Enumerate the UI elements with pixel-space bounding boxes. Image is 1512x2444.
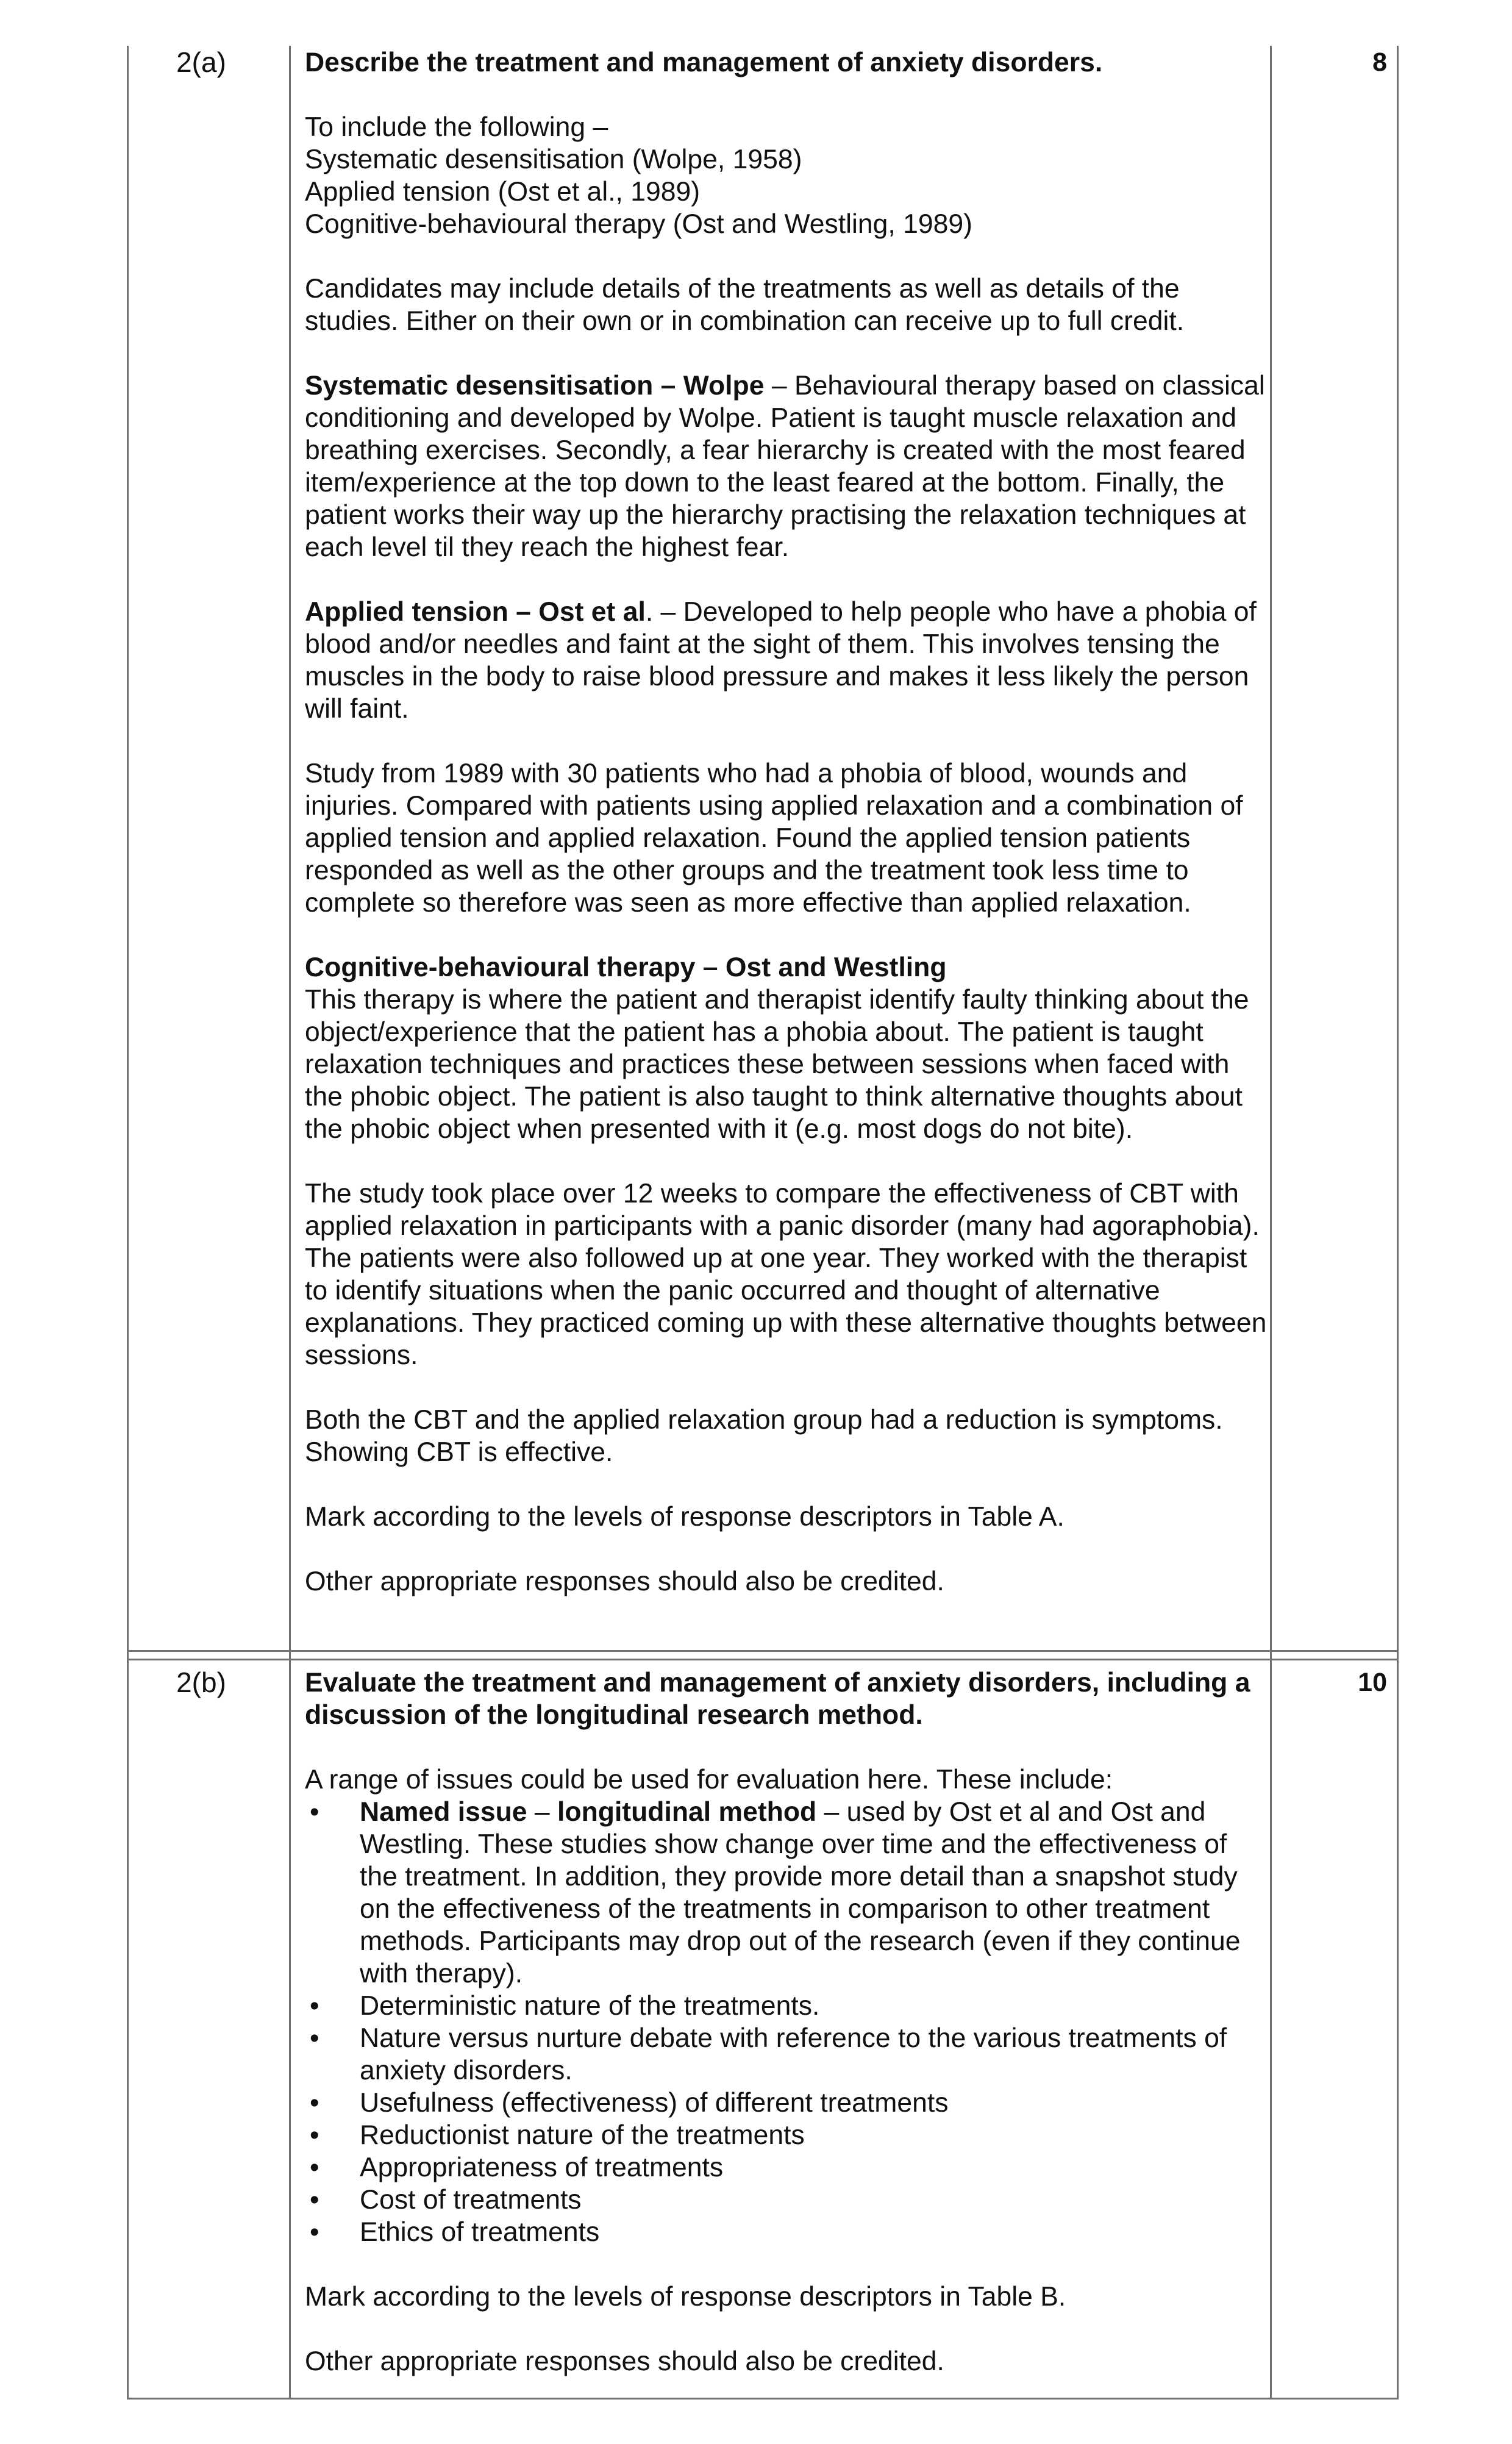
table-column-divider-2 [1270,46,1272,2399]
question-heading-2b: Evaluate the treatment and management of anxiety disorders, including a discussion of the longitudinal research method. [305,1668,1250,1730]
table-column-divider-1 [289,46,291,2399]
include-item: Applied tension (Ost et al., 1989) [305,177,701,207]
answer-content-2a [305,46,1268,1598]
systematic-desensitisation-paragraph: Systematic desensitisation – Wolpe – Behavioural therapy based on classical conditioning and developed by Wolpe. Patient is taught muscle relaxation and breathing exercises. Secondly, a fear hierarchy is created with the most feared item/experience at the top down to the least feared at the bottom. Finally, the patient works their way up the hierarchy practising the relaxation techniques at each level til they reach the highest fear. [305,371,1265,562]
mark-note-2a: Mark according to the levels of response descriptors in Table A. [305,1502,1064,1532]
other-note-2b: Other appropriate responses should also be credited. [305,2346,944,2376]
include-item: Systematic desensitisation (Wolpe, 1958) [305,145,802,174]
sd-label: Systematic desensitisation – Wolpe [305,371,765,401]
bullet-icon: • [310,2217,319,2247]
bullet-icon: • [310,2185,319,2215]
include-intro: To include the following – [305,112,608,142]
evaluation-issue-list [305,1796,1268,2248]
at-label: Applied tension – Ost et al [305,597,646,627]
evaluation-intro: A range of issues could be used for evaluation here. These include: [305,1765,1113,1795]
bullet-icon: • [310,2120,319,2150]
list-item: • Named issue – longitudinal method – used by Ost et al and Ost and Westling. These studies show change over time and the effectiveness of the treatment. In addition, they provide more detail than a snapshot study on the effectiveness of the treatments in comparison to other treatment methods. Participants may drop out of the research (even if they continue with therapy). [310,1797,1241,1988]
bullet-icon: • [310,1991,319,2021]
candidates-note: Candidates may include details of the treatments as well as details of the studies. Either on their own or in combination can receive up to full credit. [305,274,1185,336]
bullet-icon: • [310,1797,319,1827]
list-item: • Reductionist nature of the treatments [310,2120,805,2150]
cbt-heading: Cognitive-behavioural therapy – Ost and Westling [305,952,947,982]
applied-tension-paragraph: Applied tension – Ost et al. – Developed to help people who have a phobia of blood and/or needles and faint at the sight of them. This involves tensing the muscles in the body to raise blood pressure and makes it less likely the person will faint. [305,597,1257,724]
question-heading-2a: Describe the treatment and management of anxiety disorders. [305,48,1103,77]
row-separator-bottom [127,1659,1399,1660]
cbt-study-paragraph: The study took place over 12 weeks to compare the effectiveness of CBT with applied relaxation in participants with a panic disorder (many had agoraphobia). The patients were also followed up at one year. They worked with the therapist to identify situations when the panic occurred and thought of alternative explanations. They practiced coming up with these alternative thoughts between sessions. [305,1179,1267,1370]
table-bottom-border [127,2398,1399,2399]
answer-content-2b [305,1667,1268,2378]
table-left-border [127,46,129,2399]
other-note-2a: Other appropriate responses should also be credited. [305,1567,944,1596]
include-item: Cognitive-behavioural therapy (Ost and Westling, 1989) [305,209,972,239]
marks-2a: 8 [1372,48,1387,77]
table-right-border [1397,46,1399,2399]
cbt-paragraph: This therapy is where the patient and therapist identify faulty thinking about the object/experience that the patient has a phobia about. The patient is taught relaxation techniques and practices these between sessions when faced with the phobic object. The patient is also taught to think alternative thoughts about the phobic object when presented with it (e.g. most dogs do not bite). [305,985,1249,1144]
question-number-2a: 2(a) [176,46,226,78]
bullet-icon: • [310,2088,319,2118]
list-item: • Nature versus nurture debate with reference to the various treatments of anxiety disorders. [310,2023,1227,2085]
list-item: • Appropriateness of treatments [310,2153,724,2182]
study-1989-paragraph: Study from 1989 with 30 patients who had a phobia of blood, wounds and injuries. Compared with patients using applied relaxation and a combination of applied tension and applied relaxation. Found the applied tension patients responded as well as the other groups and the treatment took less time to complete so therefore was seen as more effective than applied relaxation. [305,759,1243,918]
list-item: • Ethics of treatments [310,2217,600,2247]
cbt-result-paragraph: Both the CBT and the applied relaxation group had a reduction is symptoms. Showing CBT is effective. [305,1405,1223,1467]
bullet-icon: • [310,2023,319,2053]
list-item: • Deterministic nature of the treatments. [310,1991,820,2021]
question-number-2b: 2(b) [176,1667,226,1698]
list-item: • Cost of treatments [310,2185,582,2215]
marks-2b: 10 [1358,1668,1387,1697]
bullet-icon: • [310,2153,319,2182]
list-item: • Usefulness (effectiveness) of different treatments [310,2088,949,2118]
mark-note-2b: Mark according to the levels of response descriptors in Table B. [305,2282,1066,2312]
row-separator-top [127,1650,1399,1652]
